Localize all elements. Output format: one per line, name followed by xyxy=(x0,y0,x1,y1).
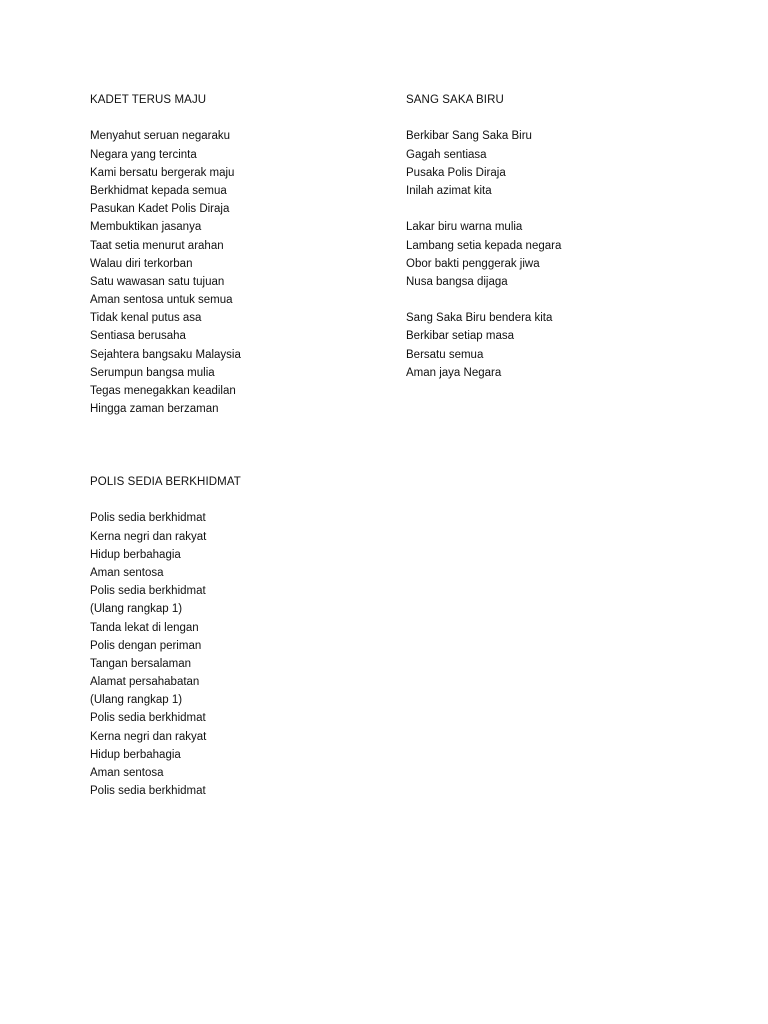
lyric-line: Pasukan Kadet Polis Diraja xyxy=(90,203,230,216)
song-title: POLIS SEDIA BERKHIDMAT xyxy=(90,476,241,488)
song-sang-saka-biru xyxy=(406,91,706,400)
lyric-line: Serumpun bangsa mulia xyxy=(90,366,215,379)
lyric-line: Aman sentosa xyxy=(90,566,164,579)
lyric-line: Lambang setia kepada negara xyxy=(406,239,562,252)
lyric-line: Tanda lekat di lengan xyxy=(90,621,199,634)
lyric-line: Sejahtera bangsaku Malaysia xyxy=(90,348,241,361)
lyric-line: Polis dengan periman xyxy=(90,639,202,652)
lyric-line: Obor bakti penggerak jiwa xyxy=(406,257,540,270)
lyric-line: Kami bersatu bergerak maju xyxy=(90,166,235,179)
lyric-line: Polis sedia berkhidmat xyxy=(90,712,206,725)
song-title: KADET TERUS MAJU xyxy=(90,94,207,106)
lyric-line: Aman jaya Negara xyxy=(406,366,502,379)
lyric-line: Sentiasa berusaha xyxy=(90,330,186,343)
lyric-line: Berkibar Sang Saka Biru xyxy=(406,130,532,143)
lyric-line: Berkhidmat kepada semua xyxy=(90,184,227,197)
lyric-line: Berkibar setiap masa xyxy=(406,330,515,343)
lyric-line: Lakar biru warna mulia xyxy=(406,221,523,234)
stanza xyxy=(406,218,706,291)
lyric-line: Kerna negri dan rakyat xyxy=(90,530,207,543)
lyric-line: (Ulang rangkap 1) xyxy=(90,694,183,707)
lyric-line: Sang Saka Biru bendera kita xyxy=(406,312,553,325)
song-polis-sedia-berkhidmat xyxy=(90,473,380,819)
lyric-line: Bersatu semua xyxy=(406,348,484,361)
song-kadet-terus-maju xyxy=(90,91,380,437)
lyric-line: Membuktikan jasanya xyxy=(90,221,202,234)
lyric-line: Hidup berbahagia xyxy=(90,548,181,561)
lyric-line: (Ulang rangkap 1) xyxy=(90,603,183,616)
lyric-line: Inilah azimat kita xyxy=(406,184,492,197)
lyric-line: Walau diri terkorban xyxy=(90,257,193,270)
stanza xyxy=(406,127,706,200)
lyric-line: Nusa bangsa dijaga xyxy=(406,275,508,288)
stanza xyxy=(90,509,380,800)
lyric-line: Taat setia menurut arahan xyxy=(90,239,224,252)
lyric-line: Gagah sentiasa xyxy=(406,148,487,161)
lyric-line: Tidak kenal putus asa xyxy=(90,312,202,325)
song-title: SANG SAKA BIRU xyxy=(406,94,504,106)
lyric-line: Pusaka Polis Diraja xyxy=(406,166,506,179)
stanza xyxy=(90,127,380,418)
lyric-line: Hingga zaman berzaman xyxy=(90,403,219,416)
lyric-line: Negara yang tercinta xyxy=(90,148,197,161)
lyric-line: Tegas menegakkan keadilan xyxy=(90,385,236,397)
lyric-line: Alamat persahabatan xyxy=(90,676,200,689)
lyric-line: Kerna negri dan rakyat xyxy=(90,730,207,743)
lyric-line: Polis sedia berkhidmat xyxy=(90,512,206,525)
lyric-line: Hidup berbahagia xyxy=(90,748,181,761)
lyric-line: Menyahut seruan negaraku xyxy=(90,130,231,143)
lyric-line: Satu wawasan satu tujuan xyxy=(90,275,225,288)
lyric-line: Polis sedia berkhidmat xyxy=(90,585,206,598)
lyric-line: Polis sedia berkhidmat xyxy=(90,785,206,798)
lyric-line: Tangan bersalaman xyxy=(90,657,192,670)
lyric-line: Aman sentosa untuk semua xyxy=(90,294,233,307)
lyric-line: Aman sentosa xyxy=(90,767,164,779)
stanza xyxy=(406,309,706,382)
